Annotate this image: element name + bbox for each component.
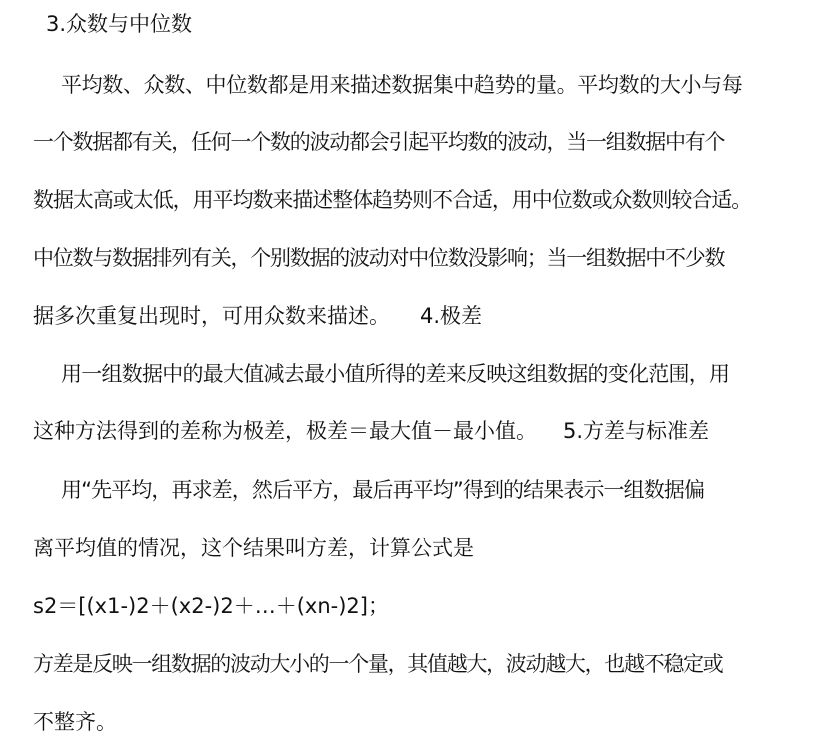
- section-heading-range: 4.极差: [420, 304, 483, 328]
- paragraph-text: 数据太高或太低，用平均数来描述整体趋势则不合适，用中位数或众数则较合适。: [33, 188, 752, 212]
- paragraph-text: 中位数与数据排列有关，个别数据的波动对中位数没影响；当一组数据中不少数: [33, 246, 725, 270]
- paragraph-text: 方差是反映一组数据的波动大小的一个量，其值越大，波动越大，也越不稳定或: [33, 652, 723, 676]
- paragraph-text: 这种方法得到的差称为极差，极差＝最大值－最小值。: [33, 419, 537, 443]
- paragraph-text: 不整齐。: [33, 710, 117, 734]
- variance-formula: s2＝[(x1-)2＋(x2-)2＋…＋(xn-)2]；: [33, 594, 389, 618]
- paragraph-line-with-heading: [33, 411, 839, 451]
- paragraph-text: 据多次重复出现时，可用众数来描述。: [33, 304, 390, 328]
- paragraph-text: 用“先平均，再求差，然后平方，最后再平均”得到的结果表示一组数据偏: [61, 478, 705, 502]
- formula-line: [33, 586, 839, 626]
- paragraph-text: 离平均值的情况，这个结果叫方差，计算公式是: [33, 536, 474, 560]
- paragraph-line-with-heading: [33, 296, 839, 336]
- section-heading-mode-median: [46, 4, 839, 44]
- section-heading-variance: 5.方差与标准差: [563, 419, 710, 443]
- paragraph-line: [33, 122, 839, 162]
- paragraph-text: 一个数据都有关，任何一个数的波动都会引起平均数的波动，当一组数据中有个: [33, 130, 725, 154]
- paragraph-line: [61, 65, 839, 105]
- paragraph-line: [33, 644, 839, 684]
- paragraph-line: [33, 528, 839, 568]
- paragraph-text: 用一组数据中的最大值减去最小值所得的差来反映这组数据的变化范围，用: [61, 362, 730, 386]
- heading-text: 3.众数与中位数: [46, 12, 193, 36]
- paragraph-line: [61, 354, 839, 394]
- paragraph-text: 平均数、众数、中位数都是用来描述数据集中趋势的量。平均数的大小与每: [61, 73, 743, 97]
- paragraph-line: [33, 180, 839, 220]
- paragraph-line: [33, 238, 839, 278]
- paragraph-line: [33, 702, 839, 742]
- paragraph-line: [61, 470, 839, 510]
